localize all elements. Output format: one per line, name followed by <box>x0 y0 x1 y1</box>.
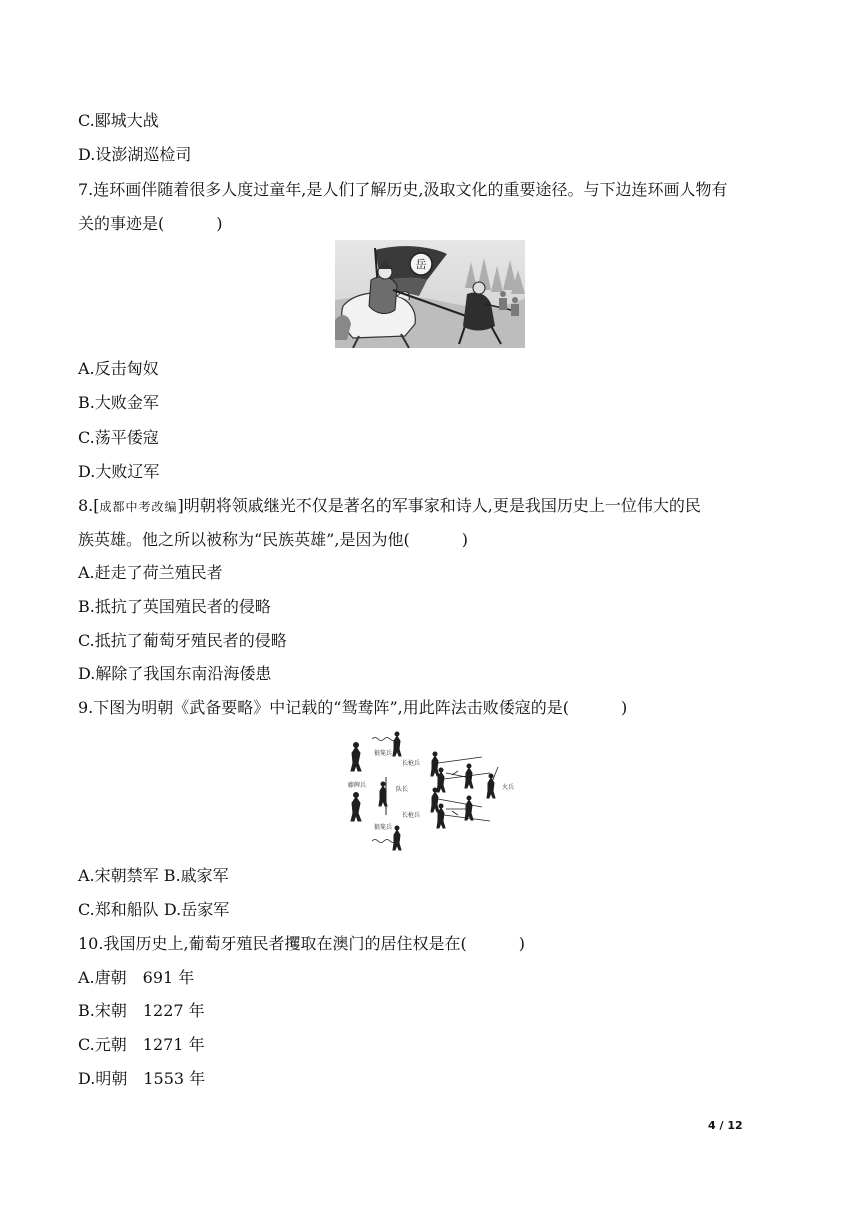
label-tengpai: 藤牌兵 <box>348 782 367 789</box>
q7-stem-line1: 7.连环画伴随着很多人度过童年,是人们了解历史,汲取文化的重要途径。与下边连环画人物有 <box>78 180 728 199</box>
q7-option-b: B.大败金军 <box>78 393 159 412</box>
q10-stem-close: ) <box>518 934 526 953</box>
label-duizhang: 队长 <box>396 786 409 793</box>
q8-stem-line2 <box>78 530 468 550</box>
mandarin-duck-formation-diagram <box>342 727 522 853</box>
page-indicator: 4 / 12 <box>708 1119 743 1132</box>
q9-options-line2: C.郑和船队 D.岳家军 <box>78 900 230 919</box>
q9-stem <box>78 698 627 718</box>
label-langxian-top: 狼筅兵 <box>374 750 393 757</box>
q6-option-d: D.设澎湖巡检司 <box>78 145 192 164</box>
q8-option-d: D.解除了我国东南沿海倭患 <box>78 664 272 683</box>
q7-option-d: D.大败辽军 <box>78 462 160 481</box>
q7-option-a: A.反击匈奴 <box>78 359 159 378</box>
q8-stem-line1 <box>78 496 701 517</box>
q10-stem <box>78 934 525 954</box>
q8-stem-text: ]明朝将领戚继光不仅是著名的军事家和诗人,更是我国历史上一位伟大的民 <box>177 496 701 515</box>
q6-option-c: C.郾城大战 <box>78 111 159 130</box>
q8-number: 8.[ <box>78 496 100 515</box>
q9-stem-text: 9.下图为明朝《武备要略》中记载的“鸳鸯阵”,用此阵法击败倭寇的是( <box>78 698 569 717</box>
q7-stem-line2 <box>78 214 223 234</box>
q10-option-a: A.唐朝 691 年 <box>78 968 195 987</box>
q10-stem-text: 10.我国历史上,葡萄牙殖民者攫取在澳门的居住权是在( <box>78 934 467 953</box>
q8-option-b: B.抵抗了英国殖民者的侵略 <box>78 597 271 616</box>
comic-strip-illustration <box>335 240 525 348</box>
label-changqiang-top: 长枪兵 <box>402 760 421 767</box>
q8-source-tag: 成都中考改编 <box>99 500 178 514</box>
label-changqiang-bottom: 长枪兵 <box>402 812 421 819</box>
banner-character: 岳 <box>415 258 427 271</box>
q7-stem-close: ) <box>216 214 223 233</box>
q8-stem-text-2: 族英雄。他之所以被称为“民族英雄”,是因为他( <box>78 530 410 549</box>
q10-option-d: D.明朝 1553 年 <box>78 1069 206 1088</box>
q10-option-b: B.宋朝 1227 年 <box>78 1001 205 1020</box>
q7-option-c: C.荡平倭寇 <box>78 428 159 447</box>
label-langxian-bottom: 狼筅兵 <box>374 824 393 831</box>
label-huobing: 火兵 <box>502 784 515 791</box>
q7-stem-text: 关的事迹是( <box>78 214 165 233</box>
q8-option-a: A.赶走了荷兰殖民者 <box>78 563 223 582</box>
q9-options-line1: A.宋朝禁军 B.戚家军 <box>78 866 229 885</box>
q8-stem-close: ) <box>461 530 468 549</box>
q8-option-c: C.抵抗了葡萄牙殖民者的侵略 <box>78 631 287 650</box>
q9-stem-close: ) <box>620 698 628 717</box>
q10-option-c: C.元朝 1271 年 <box>78 1035 205 1054</box>
